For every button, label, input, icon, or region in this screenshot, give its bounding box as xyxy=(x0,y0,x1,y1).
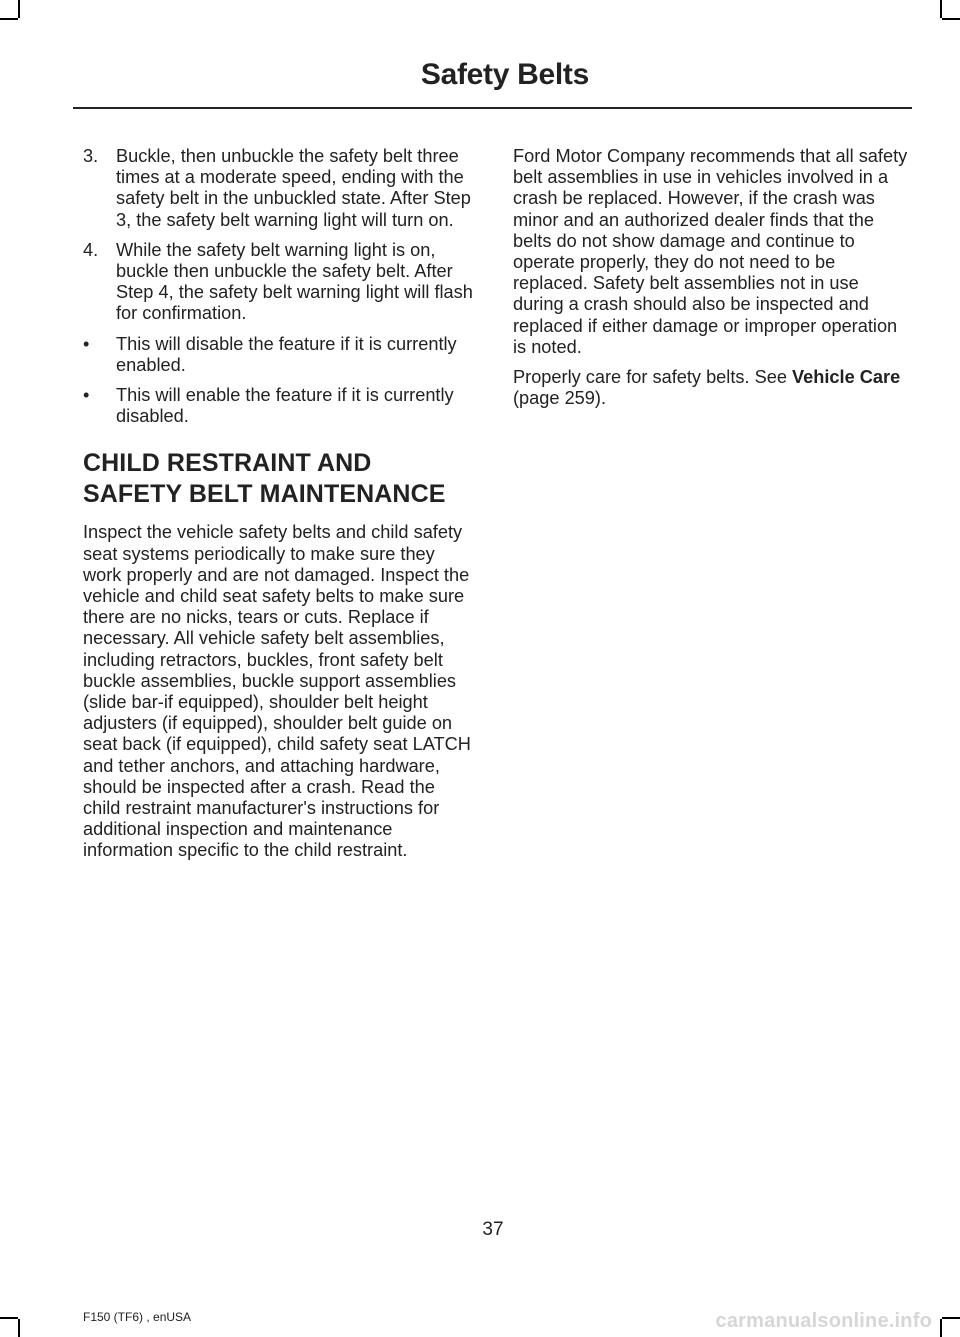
bullet-text: This will disable the feature if it is currently enabled. xyxy=(116,333,457,375)
care-paragraph xyxy=(513,367,909,409)
section-heading: CHILD RESTRAINT AND SAFETY BELT MAINTENANCE xyxy=(83,449,446,509)
step-text: Buckle, then unbuckle the safety belt three times at a moderate speed, ending with the safety belt in the unbuckled state. After Step 3, the safety belt warning light will turn on. xyxy=(116,146,471,230)
crop-mark-bottom-left xyxy=(18,1319,20,1337)
bullet-item xyxy=(83,334,475,376)
footer-code: F150 (TF6) , enUSA xyxy=(83,1310,192,1324)
replacement-paragraph: Ford Motor Company recommends that all safety belt assemblies in use in vehicles involved in a crash be replaced. However, if the crash was minor and an authorized dealer finds that the belts do not show damage and continue to operate properly, they do not need to be replaced. Safety belt assemblies not in use during a crash should also be inspected and replaced if either damage or improper operation is noted. xyxy=(513,146,908,357)
right-column xyxy=(513,146,909,418)
care-suffix: (page 259). xyxy=(513,388,607,409)
bullet-text: This will enable the feature if it is currently disabled. xyxy=(116,385,454,427)
header-rule xyxy=(73,107,912,109)
crop-mark-bottom-left-h xyxy=(0,1317,18,1319)
bullet-marker: • xyxy=(83,385,90,406)
left-column xyxy=(83,146,475,871)
crop-mark-top-right-h xyxy=(942,18,960,20)
crop-mark-top-left-h xyxy=(0,18,18,20)
page-title: Safety Belts xyxy=(420,58,589,91)
crop-mark-top-left xyxy=(18,0,20,18)
watermark: carmanualsonline.info xyxy=(715,1310,932,1332)
step-number: 4. xyxy=(83,239,99,260)
step-text: While the safety belt warning light is on, buckle then unbuckle the safety belt. After Step 4, the safety belt warning light will flash for confirmation. xyxy=(116,239,473,324)
bullet-marker: • xyxy=(83,333,90,354)
step-item xyxy=(83,240,475,325)
page-number: 37 xyxy=(482,1219,504,1240)
step-number: 3. xyxy=(83,146,99,166)
step-item xyxy=(83,146,475,231)
maintenance-paragraph: Inspect the vehicle safety belts and child safety seat systems periodically to make sure they work properly and are not damaged. Inspect the vehicle and child seat safety belts to make sure there are no nicks, tears or cuts. Replace if necessary. All vehicle safety belt assemblies, including retractors, buckles, front safety belt buckle assemblies, buckle support assemblies (slide bar-if equipped), shoulder belt height adjusters (if equipped), shoulder belt guide on seat back (if equipped), child safety seat LATCH and tether anchors, and attaching hardware, should be inspected after a crash. Read the child restraint manufacturer's instructions for additional inspection and maintenance information specific to the child restraint. xyxy=(83,522,471,861)
crop-mark-top-right xyxy=(940,0,942,18)
bullet-item xyxy=(83,385,475,427)
vehicle-care-link[interactable]: Vehicle Care xyxy=(792,367,901,388)
crop-mark-bottom-right xyxy=(940,1319,942,1337)
crop-mark-bottom-right-h xyxy=(942,1317,960,1319)
care-prefix: Properly care for safety belts. See xyxy=(513,367,787,388)
